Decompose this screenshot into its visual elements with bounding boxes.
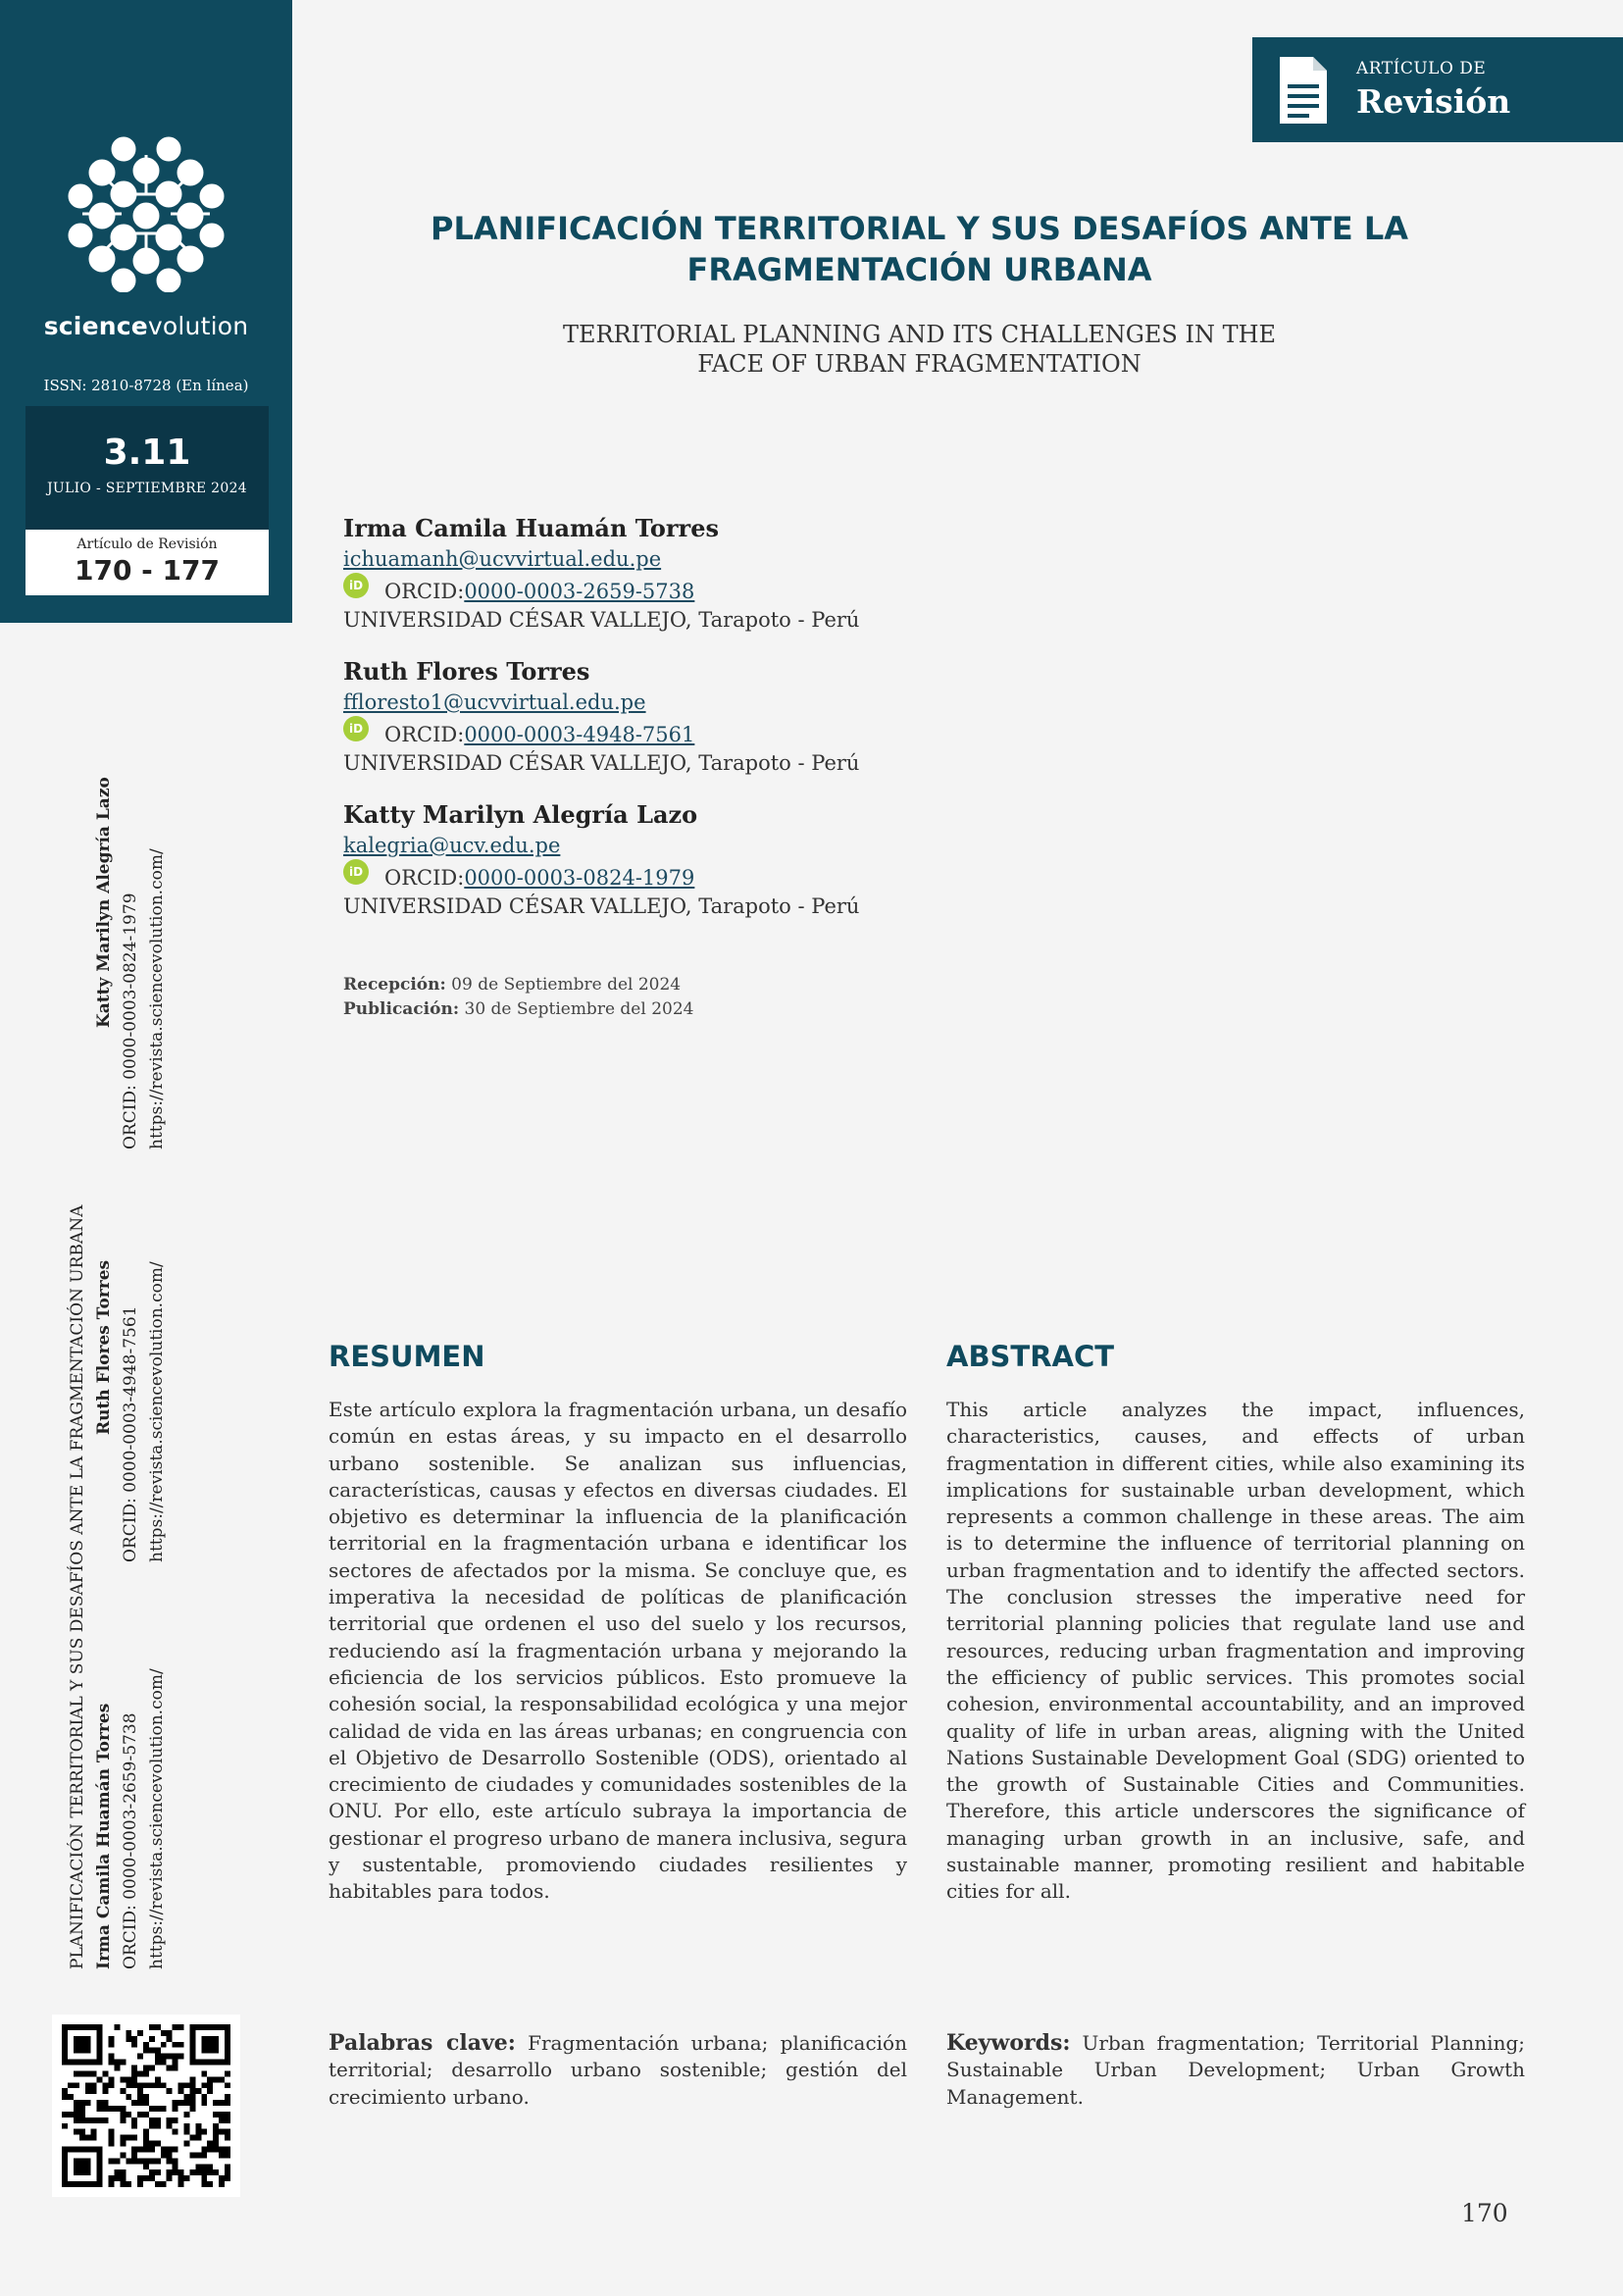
abstract-section [946, 1340, 1525, 1906]
issn: ISSN: 2810-8728 (En línea) [43, 377, 249, 394]
spine-author-url[interactable]: https://revista.sciencevolution.com/ [147, 1261, 167, 1562]
spine-name-line [91, 777, 118, 1969]
author-list [343, 512, 1226, 942]
author-name: Irma Camila Huamán Torres [343, 514, 719, 542]
pages-range: 170 - 177 [74, 554, 220, 587]
qr-code[interactable] [52, 2015, 240, 2197]
qr-code-icon [62, 2024, 230, 2187]
keywords [946, 2030, 1525, 2111]
orcid-label: ORCID: [384, 580, 465, 603]
article-title-en [333, 320, 1505, 379]
spine-author-orcid: ORCID: 0000-0003-2659-5738 [121, 1712, 140, 1969]
spine-url-line [144, 812, 171, 1969]
author-email-link[interactable]: ffloresto1@ucvvirtual.edu.pe [343, 690, 646, 714]
orcid-icon: iD [343, 859, 369, 885]
reception-value: 09 de Septiembre del 2024 [445, 975, 682, 995]
abstract-body: This article analyzes the impact, influences, characteristics, causes, and effects of urban fragmentation in different cities, while also examining its implications for sustainable urban development, which represents a common challenge in these areas. The aim is to determine the influence of territorial planning on urban fragmentation and to identify the affected sectors. The conclusion stresses the imperative need for territorial planning policies that regulate land use and resources, reducing urban fragmentation and improving the efficiency of public services. This promotes social cohesion, environmental accountability, and an improved quality of life in urban areas, aligning with the United Nations Sustainable Development Goal (SDG) oriented to the growth of Sustainable Cities and Communities. Therefore, this article underscores the significance of managing urban growth in an inclusive, safe, and sustainable manner, promoting resilient and habitable cities for all. [946, 1398, 1525, 1904]
pages-label: Artículo de Revisión [76, 536, 218, 552]
author-orcid-row [343, 720, 1226, 749]
badge-label-small: ARTÍCULO DE [1356, 59, 1487, 78]
issue-box [25, 406, 269, 530]
brand-bold: science [43, 312, 148, 340]
spine-author-orcid: ORCID: 0000-0003-0824-1979 [121, 893, 140, 1149]
keywords-text: Urban fragmentation; Territorial Planning; Sustainable Urban Development; Urban Growth Management. [946, 2031, 1525, 2109]
keywords-label: Keywords: [946, 2030, 1071, 2056]
orcid-icon: iD [343, 573, 369, 598]
author-block [343, 798, 1226, 920]
spine-author-name: Ruth Flores Torres [94, 1259, 114, 1435]
abstract-heading: ABSTRACT [946, 1340, 1115, 1373]
palabras-clave-text: Fragmentación urbana; planificación territorial; desarrollo urbano sostenible; gestión del crecimiento urbano. [329, 2031, 907, 2109]
article-title-en-text: TERRITORIAL PLANNING AND ITS CHALLENGES IN THE FACE OF URBAN FRAGMENTATION [562, 321, 1277, 378]
author-name: Ruth Flores Torres [343, 657, 590, 686]
author-orcid-row [343, 577, 1226, 606]
publication-label: Publicación: [343, 999, 460, 1019]
issue-number: 3.11 [103, 433, 191, 473]
author-affiliation: UNIVERSIDAD CÉSAR VALLEJO, Tarapoto - Perú [343, 751, 860, 775]
reception-label: Recepción: [343, 975, 446, 995]
journal-brand [0, 312, 292, 340]
palabras-clave [329, 2030, 907, 2111]
brand-rest: volution [147, 312, 249, 340]
author-block [343, 512, 1226, 634]
author-email-link[interactable]: kalegria@ucv.edu.pe [343, 834, 561, 857]
author-affiliation: UNIVERSIDAD CÉSAR VALLEJO, Tarapoto - Perú [343, 894, 860, 918]
palabras-clave-label: Palabras clave: [329, 2030, 516, 2056]
article-dates [343, 973, 693, 1022]
journal-sidebar [0, 0, 292, 623]
orcid-icon: iD [343, 716, 369, 741]
author-orcid-row [343, 863, 1226, 893]
document-icon [1276, 55, 1331, 126]
author-email-link[interactable]: ichuamanh@ucvvirtual.edu.pe [343, 547, 662, 571]
article-title-es: PLANIFICACIÓN TERRITORIAL Y SUS DESAFÍOS ANTE LA FRAGMENTACIÓN URBANA [430, 210, 1409, 288]
spine-title-line [65, 812, 91, 1969]
spine-title: PLANIFICACIÓN TERRITORIAL Y SUS DESAFÍOS ANTE LA FRAGMENTACIÓN URBANA [68, 1204, 87, 1969]
spine-author-url[interactable]: https://revista.sciencevolution.com/ [147, 1668, 167, 1969]
spine-author-orcid: ORCID: 0000-0003-4948-7561 [121, 1305, 140, 1562]
page-number: 170 [1461, 2199, 1508, 2227]
reception-date [343, 973, 693, 997]
resumen-heading: RESUMEN [329, 1340, 485, 1373]
author-name: Katty Marilyn Alegría Lazo [343, 800, 698, 829]
resumen-body: Este artículo explora la fragmentación urbana, un desafío común en estas áreas, y su impacto en el desarrollo urbano sostenible. Se analizan sus influencias, características, causas y efectos en diversas ciudades. El objetivo es determinar la influencia de la planificación territorial en la fragmentación urbana e identificar los sectores de afectados por la misma. Se concluye que, es imperativa la necesidad de políticas de planificación territorial que ordenen el uso del suelo y los recursos, reduciendo así la fragmentación urbana y mejorando la eficiencia de los servicios públicos. Esto promueve la cohesión social, la responsabilidad ecológica y una mejor calidad de vida en las áreas urbanas; en congruencia con el Objetivo de Desarrollo Sostenible (ODS), orientado al crecimiento de ciudades y comunidades sostenibles de la ONU. Por ello, este artículo subraya la importancia de gestionar el progreso urbano de manera inclusiva, segura y sustentable, promoviendo ciudades resilientes y habitables para todos. [329, 1398, 907, 1904]
orcid-link[interactable]: 0000-0003-4948-7561 [464, 723, 695, 746]
author-block [343, 655, 1226, 777]
badge-label-big: Revisión [1356, 82, 1511, 121]
publication-value: 30 de Septiembre del 2024 [459, 999, 694, 1019]
orcid-link[interactable]: 0000-0003-0824-1979 [464, 866, 695, 890]
publication-date [343, 997, 693, 1022]
resumen-section [329, 1340, 907, 1906]
author-affiliation: UNIVERSIDAD CÉSAR VALLEJO, Tarapoto - Perú [343, 608, 860, 632]
pages-box [25, 530, 269, 595]
spine-author-name: Katty Marilyn Alegría Lazo [94, 777, 114, 1028]
issue-date: JULIO - SEPTIEMBRE 2024 [46, 481, 248, 496]
orcid-label: ORCID: [384, 866, 465, 890]
spine-author-url[interactable]: https://revista.sciencevolution.com/ [147, 848, 167, 1149]
journal-logo-icon [63, 135, 229, 292]
spine-orcid-line [118, 812, 144, 1969]
orcid-label: ORCID: [384, 723, 465, 746]
orcid-link[interactable]: 0000-0003-2659-5738 [464, 580, 695, 603]
article-type-badge [1252, 37, 1623, 142]
spine-author-name: Irma Camila Huamán Torres [94, 1703, 114, 1969]
spine-text [65, 777, 171, 1969]
